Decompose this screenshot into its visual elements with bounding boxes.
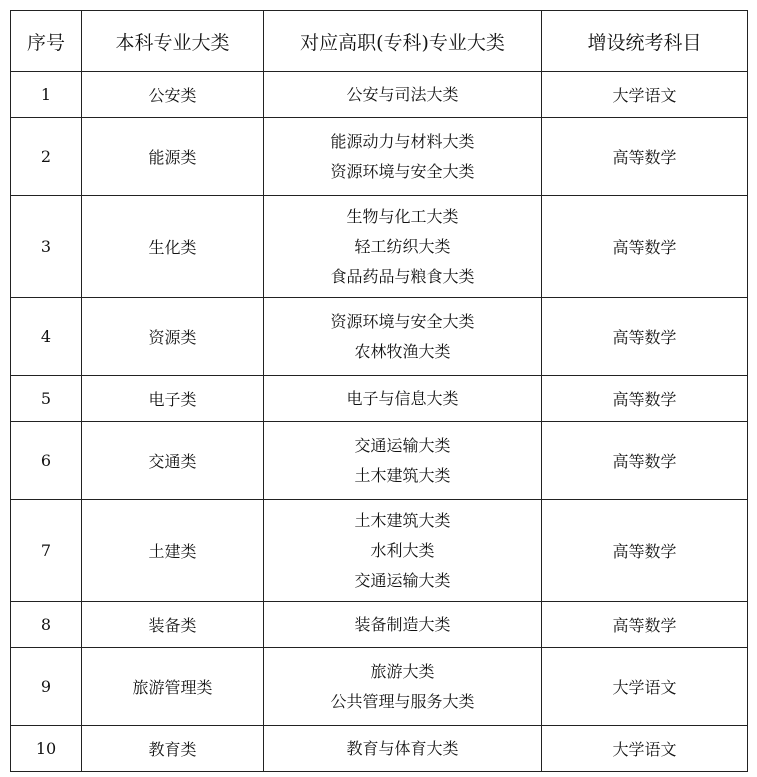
major-item: 交通运输大类 (354, 435, 451, 455)
major-item: 农林牧渔大类 (354, 341, 451, 361)
table-row (11, 500, 748, 602)
major-item: 土木建筑大类 (354, 465, 451, 485)
table-row (11, 298, 748, 376)
cell-subject: 大学语文 (542, 648, 748, 726)
cell-no: 10 (11, 726, 82, 772)
table-row (11, 196, 748, 298)
cell-subject: 高等数学 (542, 376, 748, 422)
cell-category: 教育类 (82, 726, 264, 772)
major-item: 食品药品与粮食大类 (330, 266, 475, 286)
cell-category: 旅游管理类 (82, 648, 264, 726)
major-item: 装备制造大类 (354, 614, 451, 634)
cell-no: 8 (11, 602, 82, 648)
cell-majors (264, 500, 542, 602)
major-item: 资源环境与安全大类 (330, 161, 475, 181)
cell-category: 装备类 (82, 602, 264, 648)
cell-no: 6 (11, 422, 82, 500)
cell-majors (264, 196, 542, 298)
major-item: 交通运输大类 (354, 570, 451, 590)
header-majors: 对应高职(专科)专业大类 (264, 11, 542, 72)
cell-majors (264, 72, 542, 118)
major-item: 轻工纺织大类 (354, 236, 451, 256)
cell-no: 1 (11, 72, 82, 118)
major-item: 电子与信息大类 (346, 388, 459, 408)
cell-subject: 大学语文 (542, 72, 748, 118)
cell-majors (264, 298, 542, 376)
cell-subject: 高等数学 (542, 500, 748, 602)
cell-subject: 高等数学 (542, 118, 748, 196)
major-item: 教育与体育大类 (346, 738, 459, 758)
cell-subject: 高等数学 (542, 298, 748, 376)
cell-no: 9 (11, 648, 82, 726)
header-category: 本科专业大类 (82, 11, 264, 72)
cell-category: 资源类 (82, 298, 264, 376)
cell-no: 7 (11, 500, 82, 602)
cell-category: 能源类 (82, 118, 264, 196)
cell-category: 公安类 (82, 72, 264, 118)
subject-table (10, 10, 748, 772)
cell-majors (264, 602, 542, 648)
table-row (11, 422, 748, 500)
header-no: 序号 (11, 11, 82, 72)
cell-no: 3 (11, 196, 82, 298)
major-item: 能源动力与材料大类 (330, 131, 475, 151)
major-item: 土木建筑大类 (354, 510, 451, 530)
major-item: 公共管理与服务大类 (330, 691, 475, 711)
header-row (11, 11, 748, 72)
major-item: 公安与司法大类 (346, 84, 459, 104)
table-row (11, 602, 748, 648)
cell-no: 4 (11, 298, 82, 376)
major-item: 资源环境与安全大类 (330, 311, 475, 331)
cell-no: 5 (11, 376, 82, 422)
cell-majors (264, 376, 542, 422)
cell-category: 电子类 (82, 376, 264, 422)
table-row (11, 72, 748, 118)
table-row (11, 726, 748, 772)
table-row (11, 118, 748, 196)
cell-subject: 大学语文 (542, 726, 748, 772)
cell-category: 土建类 (82, 500, 264, 602)
cell-majors (264, 118, 542, 196)
cell-category: 生化类 (82, 196, 264, 298)
table-row (11, 376, 748, 422)
cell-majors (264, 422, 542, 500)
cell-subject: 高等数学 (542, 602, 748, 648)
cell-subject: 高等数学 (542, 422, 748, 500)
header-subject: 增设统考科目 (542, 11, 748, 72)
cell-majors (264, 726, 542, 772)
cell-majors (264, 648, 542, 726)
table-row (11, 648, 748, 726)
cell-no: 2 (11, 118, 82, 196)
cell-category: 交通类 (82, 422, 264, 500)
major-item: 旅游大类 (370, 661, 435, 681)
cell-subject: 高等数学 (542, 196, 748, 298)
major-item: 水利大类 (370, 540, 435, 560)
major-item: 生物与化工大类 (346, 206, 459, 226)
